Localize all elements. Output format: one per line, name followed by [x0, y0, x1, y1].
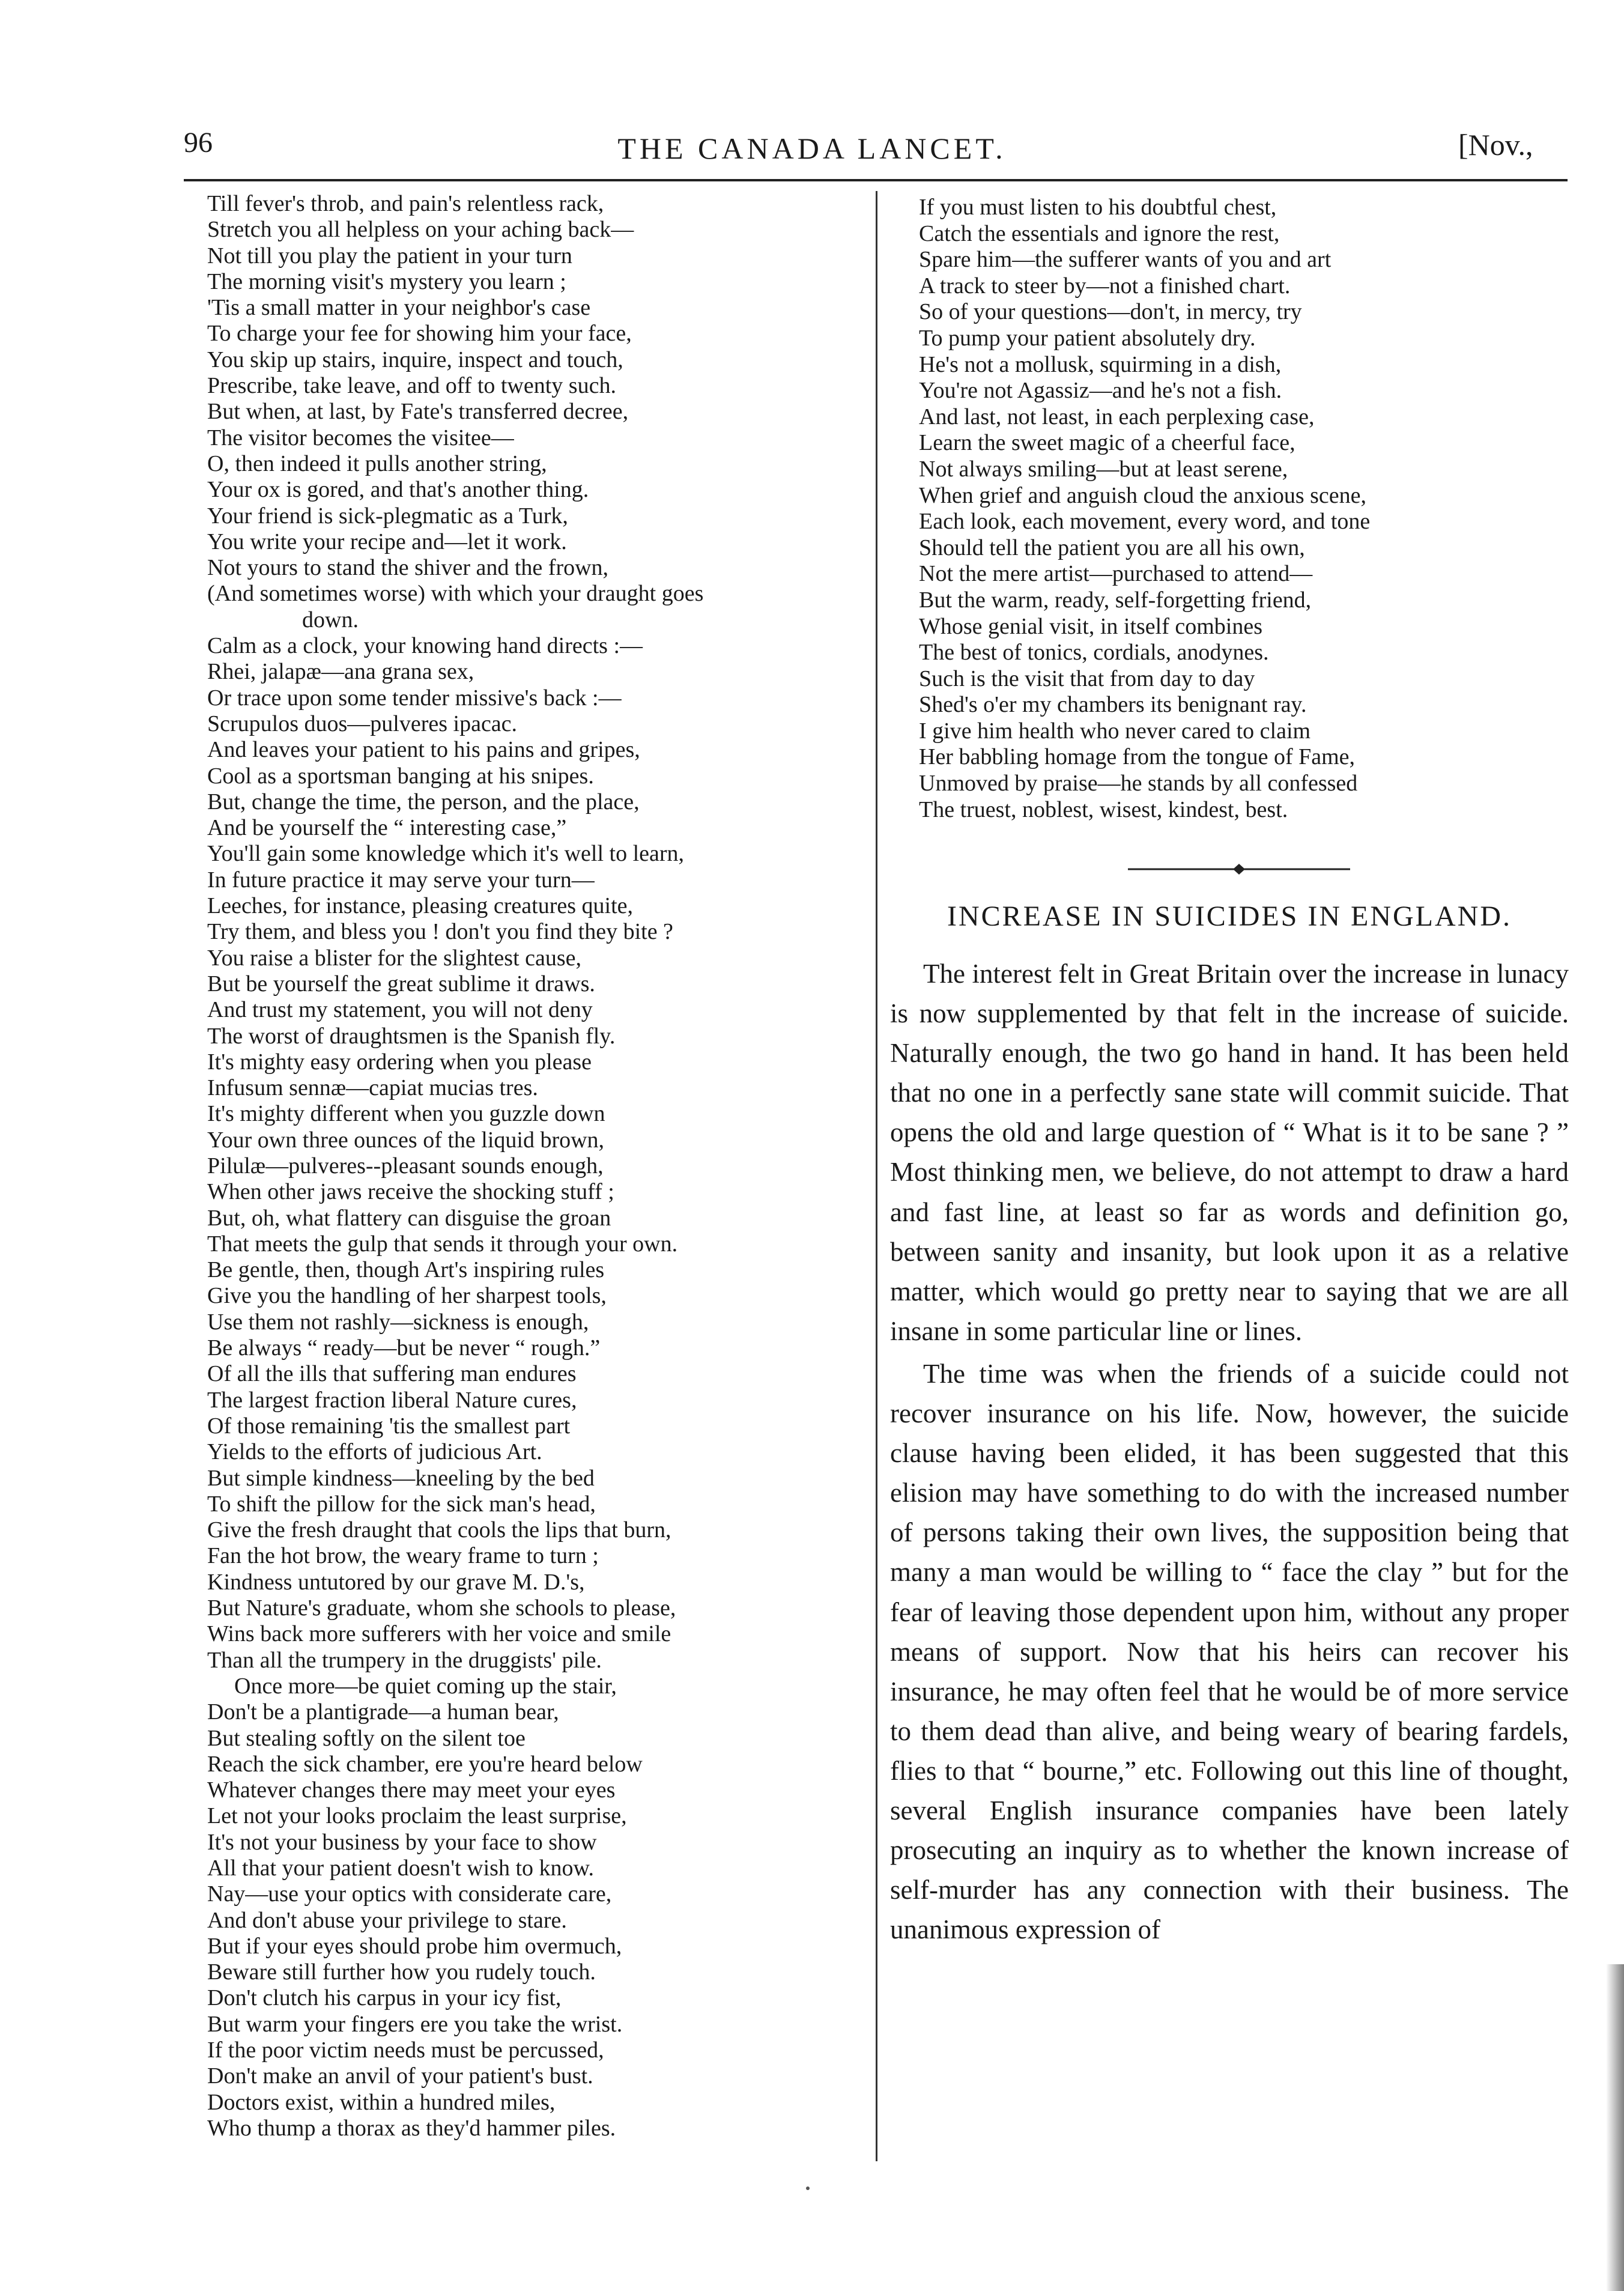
poem-line: To pump your patient absolutely dry. — [919, 325, 1256, 351]
poem-line: Not yours to stand the shiver and the frown, — [207, 555, 609, 581]
poem-line: Fan the hot brow, the weary frame to turn ; — [207, 1543, 599, 1569]
poem-line: Don't clutch his carpus in your icy fist, — [207, 1985, 562, 2011]
poem-line: And don't abuse your privilege to stare. — [207, 1907, 567, 1933]
poem-line: Of all the ills that suffering man endures — [207, 1361, 577, 1387]
issue-month: [Nov., — [1458, 128, 1533, 162]
poem-line: But Nature's graduate, whom she schools to please, — [207, 1595, 676, 1621]
poem-line: Cool as a sportsman banging at his snipes. — [207, 763, 594, 789]
poem-line: Learn the sweet magic of a cheerful face, — [919, 430, 1295, 456]
poem-line: Kindness untutored by our grave M. D.'s, — [207, 1569, 585, 1595]
poem-right-column — [919, 195, 1550, 823]
poem-line: But be yourself the great sublime it draws. — [207, 971, 595, 997]
poem-line: Prescribe, take leave, and off to twenty such. — [207, 373, 616, 399]
article-body — [890, 954, 1569, 1952]
page-edge-shadow — [1606, 1964, 1624, 2291]
poem-line: When other jaws receive the shocking stuff ; — [207, 1179, 614, 1205]
poem-line: down. — [302, 607, 359, 633]
poem-line: Shed's o'er my chambers its benignant ray. — [919, 692, 1307, 718]
poem-line: Your own three ounces of the liquid brown, — [207, 1127, 605, 1153]
poem-line: Nay—use your optics with considerate care, — [207, 1881, 612, 1907]
poem-line: Wins back more sufferers with her voice and smile — [207, 1621, 671, 1647]
poem-line: But, oh, what flattery can disguise the groan — [207, 1205, 611, 1231]
poem-line: Infusum sennæ—capiat mucias tres. — [207, 1075, 538, 1101]
poem-line: And trust my statement, you will not deny — [207, 997, 593, 1023]
poem-line: Try them, and bless you ! don't you find they bite ? — [207, 919, 673, 945]
poem-line: It's not your business by your face to show — [207, 1829, 597, 1855]
poem-line: You skip up stairs, inquire, inspect and touch, — [207, 347, 623, 372]
poem-line: If you must listen to his doubtful chest, — [919, 195, 1277, 220]
poem-line: The morning visit's mystery you learn ; — [207, 269, 566, 294]
poem-line: Give you the handling of her sharpest tools, — [207, 1283, 607, 1309]
poem-line: You raise a blister for the slightest cause, — [207, 945, 582, 971]
poem-line: Calm as a clock, your knowing hand directs :— — [207, 633, 643, 659]
poem-line: Such is the visit that from day to day — [919, 666, 1255, 691]
poem-line: The worst of draughtsmen is the Spanish fly. — [207, 1023, 616, 1049]
running-head: THE CANADA LANCET. — [617, 132, 1007, 165]
header-rule — [184, 179, 1568, 181]
poem-line: He's not a mollusk, squirming in a dish, — [919, 351, 1282, 377]
poem-line: Scrupulos duos—pulveres ipacac. — [207, 711, 518, 736]
poem-line: Don't make an anvil of your patient's bust. — [207, 2063, 593, 2089]
poem-line: You're not Agassiz—and he's not a fish. — [919, 378, 1282, 404]
poem-line: The truest, noblest, wisest, kindest, best. — [919, 797, 1288, 822]
poem-line: O, then indeed it pulls another string, — [207, 451, 547, 476]
poem-left-column — [207, 191, 868, 2141]
poem-line: In future practice it may serve your turn— — [207, 867, 595, 893]
poem-line: So of your questions—don't, in mercy, try — [919, 299, 1302, 325]
poem-line: Be always “ ready—but be never “ rough.” — [207, 1335, 601, 1361]
poem-line: Beware still further how you rudely touch. — [207, 1959, 596, 1985]
poem-line: Than all the trumpery in the druggists' pile. — [207, 1647, 602, 1673]
poem-line: When grief and anguish cloud the anxious scene, — [919, 482, 1366, 508]
poem-line: Not always smiling—but at least serene, — [919, 456, 1288, 482]
poem-line: Spare him—the sufferer wants of you and art — [919, 247, 1332, 273]
article-paragraph: The interest felt in Great Britain over the increase in lunacy is now supplemented by that felt in the increase of suicide. Naturally enough, the two go hand in hand. It has been held that no one in a perfectly sane state will commit suicide. That opens the old and large question of “ What is it to be sane ? ” Most thinking men, we believe, do not attempt to draw a hard and fast line, at least so far as words and definition go, between sanity and insanity, but look upon it as a relative matter, which would go pretty near to saying that we are all insane in some particular line or lines. — [890, 959, 1569, 1346]
poem-line: I give him health who never cared to claim — [919, 718, 1311, 744]
poem-line: Should tell the patient you are all his own, — [919, 535, 1305, 560]
poem-line: Use them not rashly—sickness is enough, — [207, 1309, 589, 1335]
poem-line: The visitor becomes the visitee— — [207, 425, 514, 451]
poem-line: That meets the gulp that sends it through your own. — [207, 1231, 678, 1257]
poem-line: Yields to the efforts of judicious Art. — [207, 1439, 542, 1465]
poem-line: The best of tonics, cordials, anodynes. — [919, 640, 1269, 666]
poem-line: But, change the time, the person, and the place, — [207, 789, 640, 815]
poem-line: Not the mere artist—purchased to attend— — [919, 561, 1313, 587]
section-ornament — [1128, 860, 1350, 878]
column-divider — [876, 191, 877, 2161]
poem-line: But stealing softly on the silent toe — [207, 1725, 526, 1751]
poem-line: Whatever changes there may meet your eyes — [207, 1777, 616, 1803]
poem-line: Catch the essentials and ignore the rest, — [919, 220, 1280, 246]
poem-line: Of those remaining 'tis the smallest part — [207, 1413, 571, 1439]
poem-line: It's mighty easy ordering when you please — [207, 1049, 592, 1075]
poem-line: Don't be a plantigrade—a human bear, — [207, 1699, 559, 1725]
poem-line: All that your patient doesn't wish to know. — [207, 1856, 594, 1881]
poem-line: It's mighty different when you guzzle down — [207, 1101, 605, 1127]
print-speck — [806, 2186, 810, 2190]
poem-line: Her babbling homage from the tongue of Fame, — [919, 744, 1356, 770]
page-number: 96 — [184, 127, 213, 159]
poem-line: To charge your fee for showing him your face, — [207, 321, 632, 347]
poem-line: Leeches, for instance, pleasing creatures quite, — [207, 893, 634, 919]
poem-line: You write your recipe and—let it work. — [207, 529, 567, 554]
poem-line: If the poor victim needs must be percussed, — [207, 2038, 604, 2063]
poem-line: Doctors exist, within a hundred miles, — [207, 2089, 556, 2115]
poem-line: Your ox is gored, and that's another thing. — [207, 477, 589, 503]
poem-line: But warm your fingers ere you take the wrist. — [207, 2011, 623, 2037]
poem-line: Unmoved by praise—he stands by all confessed — [919, 771, 1358, 797]
poem-line: Once more—be quiet coming up the stair, — [234, 1673, 617, 1699]
poem-line: But simple kindness—kneeling by the bed — [207, 1465, 595, 1491]
poem-line: Who thump a thorax as they'd hammer piles. — [207, 2115, 616, 2141]
poem-line: Or trace upon some tender missive's back :— — [207, 685, 622, 711]
poem-line: Till fever's throb, and pain's relentless rack, — [207, 191, 604, 216]
poem-line: Not till you play the patient in your turn — [207, 243, 572, 269]
poem-line: And leaves your patient to his pains and gripes, — [207, 737, 640, 763]
poem-line: Whose genial visit, in itself combines — [919, 613, 1263, 639]
poem-line: Give the fresh draught that cools the lips that burn, — [207, 1517, 671, 1543]
poem-line: Let not your looks proclaim the least surprise, — [207, 1803, 627, 1829]
poem-line: 'Tis a small matter in your neighbor's case — [207, 295, 591, 321]
poem-line: But if your eyes should probe him overmuch, — [207, 1933, 622, 1959]
poem-line: A track to steer by—not a finished chart. — [919, 273, 1291, 299]
poem-line: You'll gain some knowledge which it's well to learn, — [207, 841, 685, 867]
poem-line: (And sometimes worse) with which your draught goes — [207, 581, 704, 607]
poem-line: But the warm, ready, self-forgetting friend, — [919, 587, 1312, 613]
article-title: INCREASE IN SUICIDES IN ENGLAND. — [947, 900, 1512, 932]
poem-line: And be yourself the “ interesting case,” — [207, 815, 567, 841]
poem-line: But when, at last, by Fate's transferred decree, — [207, 399, 629, 425]
poem-line: Be gentle, then, though Art's inspiring rules — [207, 1257, 605, 1283]
poem-line: Pilulæ—pulveres--pleasant sounds enough, — [207, 1153, 604, 1179]
poem-line: Rhei, jalapæ—ana grana sex, — [207, 659, 474, 685]
article-paragraph: The time was when the friends of a suicide could not recover insurance on his life. Now, however, the suicide clause having been elided, it has been suggested that this elision may have something to do with the increased number of persons taking their own lives, the supposition being that many a man would be willing to “ face the clay ” but for the fear of leaving those dependent upon him, without any proper means of support. Now that his heirs can recover his insurance, he may often feel that he would be of more service to them dead than alive, and being weary of bearing fardels, flies to that “ bourne,” etc. Following out this line of thought, several English insurance companies have been lately prosecuting an inquiry as to whether the known increase of self-murder has any connection with their business. The unanimous expression of — [890, 1358, 1569, 1945]
poem-line: The largest fraction liberal Nature cures, — [207, 1387, 577, 1413]
poem-line: And last, not least, in each perplexing case, — [919, 404, 1315, 429]
poem-line: Your friend is sick-plegmatic as a Turk, — [207, 503, 568, 529]
poem-line: Reach the sick chamber, ere you're heard below — [207, 1751, 643, 1777]
poem-line: Stretch you all helpless on your aching back— — [207, 217, 634, 243]
poem-line: To shift the pillow for the sick man's head, — [207, 1491, 596, 1517]
poem-line: Each look, each movement, every word, and tone — [919, 509, 1371, 535]
